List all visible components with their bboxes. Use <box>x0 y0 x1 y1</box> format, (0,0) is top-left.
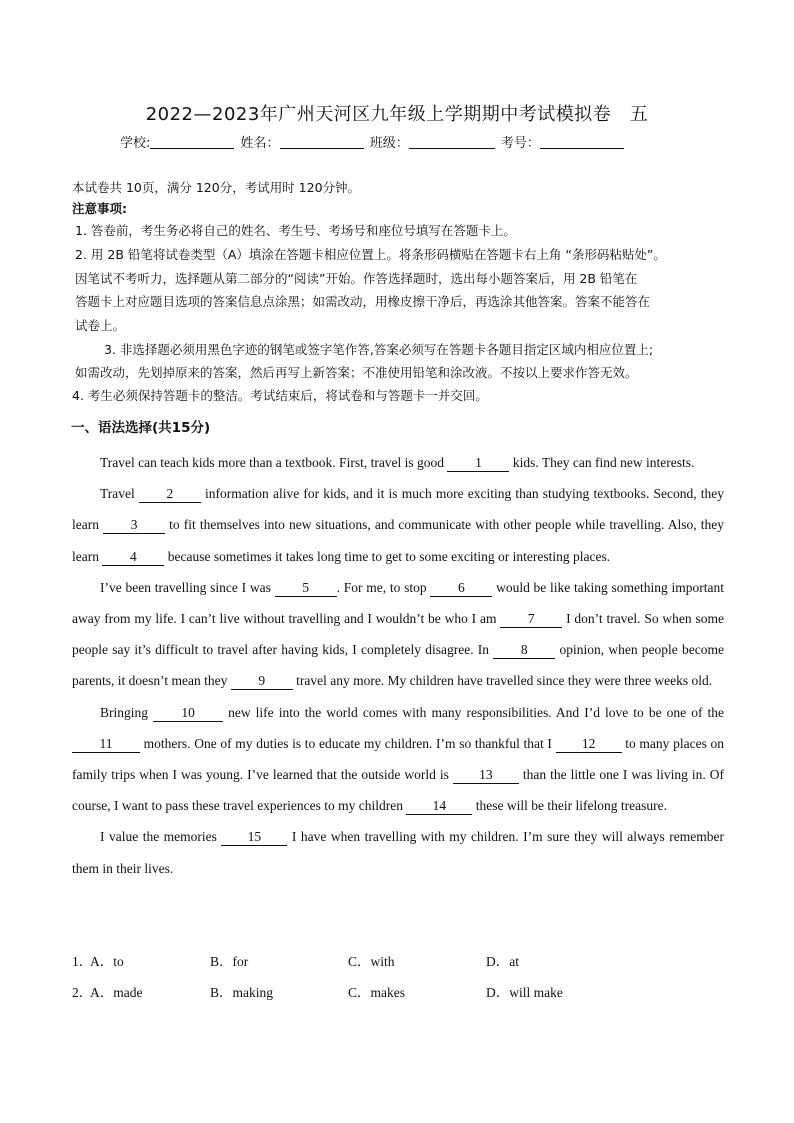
notice-3-line-2: 如需改动，先划掉原来的答案，然后再写上新答案；不准使用铅笔和涂改液。不按以上要求作答无效。 <box>75 365 638 380</box>
blank-12: 12 <box>556 736 622 753</box>
question-number: 2． <box>72 985 93 1000</box>
passage-text: to fit themselves into new situations, and communicate with other people while travelling. Also, they learn <box>72 517 724 564</box>
notice-4: 4. 考生必须保持答题卡的整洁。考试结束后，将试卷和与答题卡一并交回。 <box>72 388 488 403</box>
passage-paragraph <box>72 478 724 572</box>
grammar-passage <box>72 447 724 884</box>
option-a: A．made <box>90 985 143 1000</box>
passage-text: opinion, when people become parents, it doesn’t mean they <box>72 642 724 689</box>
option-b: B．for <box>210 954 249 969</box>
passage-text: I’ve been travelling since I was <box>100 579 275 595</box>
option-c: C．makes <box>348 985 405 1000</box>
passage-text: . For me, to stop <box>336 579 431 595</box>
passage-text: new life into the world comes with many responsibilities. And I’d love to be one of the <box>223 704 724 720</box>
passage-text: I have when travelling with my children. I’m sure they will always remember them in their lives. <box>72 829 724 876</box>
passage-text: I don’t travel. So when some people say it’s difficult to travel after having kids, I completely disagree. In <box>72 611 724 658</box>
exam-number-blank <box>540 134 624 149</box>
passage-text: Travel can teach kids more than a textbook. First, travel is good <box>100 455 448 470</box>
section-heading: 一、语法选择(共15分) <box>71 420 211 436</box>
blank-7: 7 <box>500 611 562 628</box>
passage-text: because sometimes it takes long time to get to some exciting or interesting places. <box>164 548 611 564</box>
passage-text: information alive for kids, and it is much more exciting than studying textbooks. Second, they learn <box>72 486 724 533</box>
blank-14: 14 <box>406 798 472 815</box>
passage-text: to many places on family trips when I was young. I’ve learned that the outside world is <box>72 735 724 783</box>
option-a: A．to <box>90 954 124 969</box>
blank-3: 3 <box>103 517 165 534</box>
blank-2: 2 <box>139 486 201 503</box>
notice-heading: 注意事项: <box>72 201 127 216</box>
passage-text: I value the memories <box>100 829 222 845</box>
blank-4: 4 <box>102 549 164 566</box>
notice-3-line-1: 3. 非选择题必须用黑色字迹的钢笔或签字笔作答,答案必须写在答题卡各题目指定区域内相应位置上; <box>104 342 654 357</box>
passage-text: would be like taking something important away from my life. I can’t live without travelling and I wouldn’t be who I am <box>72 579 724 627</box>
notice-2-line-3: 答题卡上对应题目选项的答案信息点涂黑；如需改动，用橡皮擦干净后，再选涂其他答案。答案不能答在 <box>75 294 651 309</box>
school-blank <box>150 134 234 149</box>
name-label: 姓名： <box>240 136 280 151</box>
notice-2-line-2: 因笔试不考听力，选择题从第二部分的“阅读”开始。作答选择题时，选出每小题答案后，用 2B 铅笔在 <box>75 271 638 286</box>
exam-intro: 本试卷共 10页，满分 120分，考试用时 120分钟。 <box>72 180 361 195</box>
passage-text: travel any more. My children have travelled since they were three weeks old. <box>292 673 713 689</box>
page-title: 2022—2023年广州天河区九年级上学期期中考试模拟卷 五 <box>145 104 649 125</box>
name-blank <box>280 134 364 149</box>
class-blank <box>409 134 495 149</box>
blank-15: 15 <box>221 829 287 846</box>
passage-text: these will be their lifelong treasure. <box>472 798 667 814</box>
passage-text: kids. They can find new interests. <box>509 455 695 470</box>
notice-2-line-1: 2. 用 2B 铅笔将试卷类型（A）填涂在答题卡相应位置上。将条形码横贴在答题卡右上角 “条形码粘贴处”。 <box>75 247 666 262</box>
class-label: 班级： <box>369 136 409 151</box>
passage-text: mothers. One of my duties is to educate my children. I’m so thankful that I <box>140 735 556 751</box>
blank-9: 9 <box>231 673 293 690</box>
passage-paragraph <box>72 697 724 822</box>
passage-text: Travel <box>100 486 139 502</box>
option-c: C．with <box>348 954 395 969</box>
blank-6: 6 <box>430 580 492 597</box>
option-b: B．making <box>210 985 273 1000</box>
school-label: 学校: <box>120 136 151 151</box>
blank-10: 10 <box>153 705 223 722</box>
question-number: 1． <box>72 954 93 969</box>
blank-11: 11 <box>72 736 140 753</box>
blank-5: 5 <box>275 580 337 597</box>
passage-text: Bringing <box>100 704 154 720</box>
blank-13: 13 <box>453 767 519 784</box>
passage-text: than the little one I was living in. Of course, I want to pass these travel experiences to my children <box>72 767 724 814</box>
option-d: D．at <box>486 954 519 969</box>
notice-1: 1. 答卷前，考生务必将自己的姓名、考生号、考场号和座位号填写在答题卡上。 <box>75 223 516 238</box>
passage-paragraph <box>72 447 724 478</box>
blank-1: 1 <box>447 455 509 472</box>
blank-8: 8 <box>493 642 555 659</box>
passage-paragraph <box>72 821 724 883</box>
option-d: D．will make <box>486 985 563 1000</box>
notice-2-line-4: 试卷上。 <box>75 318 126 333</box>
student-info-fields <box>120 132 626 151</box>
passage-paragraph <box>72 572 724 697</box>
exam-number-label: 考号： <box>500 136 540 151</box>
